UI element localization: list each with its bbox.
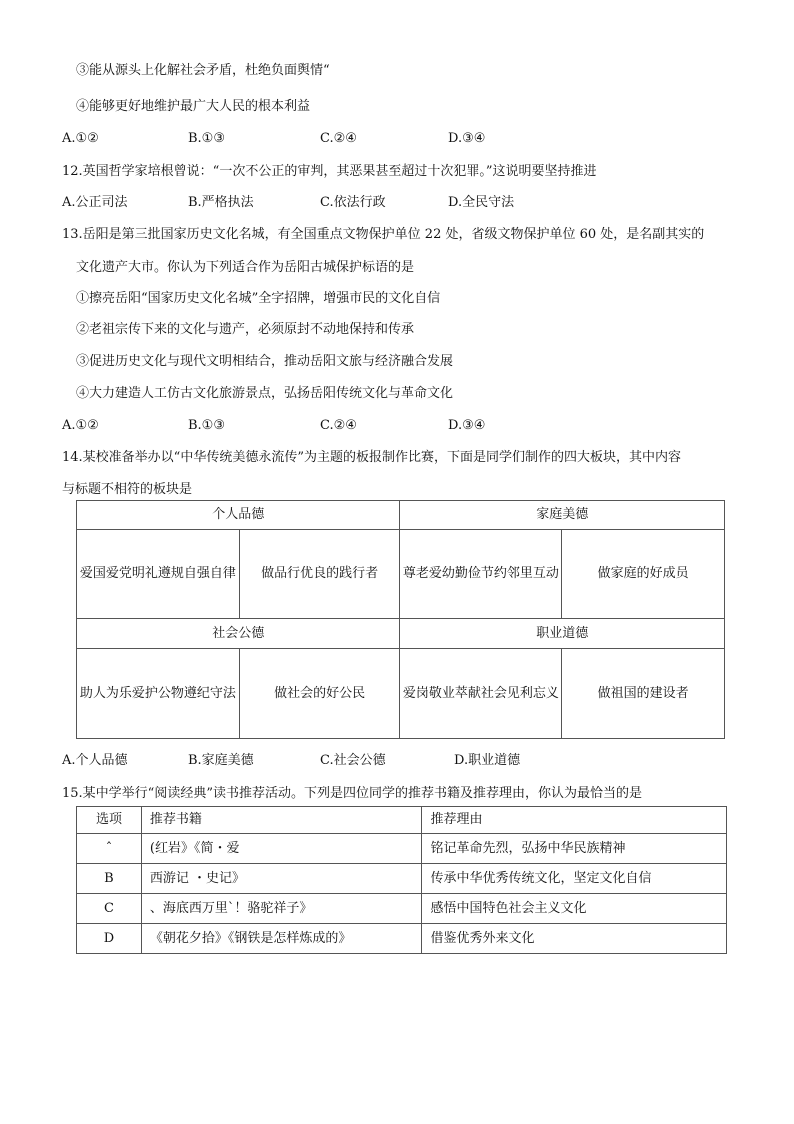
table-cell: (红岩》《简・爱 [141, 834, 422, 864]
table-cell: 《朝花夕拾》《钢铁是怎样炼成的》 [141, 924, 422, 954]
table-cell: B [77, 864, 142, 894]
q11-option-b[interactable]: B.①③ [188, 131, 225, 146]
q12-option-b[interactable]: B.严格执法 [188, 195, 254, 210]
q13-statement-2: ②老祖宗传下来的文化与遗产，必须原封不动地保持和传承 [76, 322, 415, 337]
q13-option-c[interactable]: C.②④ [320, 418, 357, 433]
q13-option-a[interactable]: A.①② [62, 418, 99, 433]
q13-statement-4: ④大力建造人工仿古文化旅游景点，弘扬岳阳传统文化与革命文化 [76, 386, 454, 401]
q12-option-d[interactable]: D.全民守法 [448, 195, 515, 210]
board-cell: 爱岗敬业萃献社会见利忘义 [400, 649, 562, 739]
q13-stem-line-1: 13.岳阳是第三批国家历史文化名城，有全国重点文物保护单位 22 处，省级文物保护单位 60 处，是名副其实的 [62, 227, 705, 242]
q12-option-c[interactable]: C.依法行政 [320, 195, 386, 210]
board-header-family: 家庭美德 [400, 501, 725, 530]
q15-book-table [76, 806, 727, 954]
table-cell: 感悟中国特色社会主义文化 [422, 894, 727, 924]
table-header: 推荐理由 [422, 807, 727, 834]
q11-statement-3: ③能从源头上化解社会矛盾，杜绝负面舆情“ [76, 63, 330, 78]
table-row [77, 834, 727, 864]
q14-option-a[interactable]: A.个人品德 [62, 753, 128, 768]
table-header: 选项 [77, 807, 142, 834]
table-cell: C [77, 894, 142, 924]
table-cell: 传承中华优秀传统文化，坚定文化自信 [422, 864, 727, 894]
q14-option-d[interactable]: D.职业道德 [454, 753, 521, 768]
table-row [77, 894, 727, 924]
board-header-professional: 职业道德 [400, 619, 725, 649]
board-header-social: 社会公德 [77, 619, 400, 649]
q13-option-d[interactable]: D.③④ [448, 418, 486, 433]
board-cell: 助人为乐爱护公物遵纪守法 [77, 649, 240, 739]
q14-option-c[interactable]: C.社会公德 [320, 753, 386, 768]
q14-options [62, 752, 702, 770]
q13-statement-1: ①擦亮岳阳“国家历史文化名城”全字招牌，增强市民的文化自信 [76, 291, 441, 306]
q11-options [62, 130, 702, 148]
q11-statement-4: ④能够更好地维护最广大人民的根本利益 [76, 99, 311, 114]
table-row [77, 864, 727, 894]
table-cell: 铭记革命先烈，弘扬中华民族精神 [422, 834, 727, 864]
board-cell: 做社会的好公民 [239, 649, 400, 739]
q12-stem: 12.英国哲学家培根曾说：“一次不公正的审判，其恶果甚至超过十次犯罪。”这说明要坚持推进 [62, 164, 597, 179]
q14-stem-line-2: 与标题不相符的板块是 [62, 482, 193, 497]
table-row [77, 924, 727, 954]
q11-option-d[interactable]: D.③④ [448, 131, 486, 146]
q11-option-a[interactable]: A.①② [62, 131, 99, 146]
table-cell: ˆ [77, 834, 142, 864]
q13-statement-3: ③促进历史文化与现代文明相结合，推动岳阳文旅与经济融合发展 [76, 354, 454, 369]
q11-option-c[interactable]: C.②④ [320, 131, 357, 146]
q14-stem-line-1: 14.某校准备举办以“中华传统美德永流传”为主题的板报制作比赛，下面是同学们制作的四大板块，其中内容 [62, 450, 681, 465]
table-cell: 、海底西万里`！骆驼祥子》 [141, 894, 422, 924]
q13-stem-line-2: 文化遗产大市。你认为下列适合作为岳阳古城保护标语的是 [76, 260, 415, 275]
table-header: 推荐书籍 [141, 807, 422, 834]
board-cell: 做祖国的建设者 [562, 649, 725, 739]
q13-options [62, 417, 702, 435]
board-header-personal: 个人品德 [77, 501, 400, 530]
table-cell: 借鉴优秀外来文化 [422, 924, 727, 954]
table-cell: D [77, 924, 142, 954]
board-cell: 做家庭的好成员 [562, 530, 725, 619]
q14-option-b[interactable]: B.家庭美德 [188, 753, 254, 768]
q15-stem: 15.某中学举行“阅读经典”读书推荐活动。下列是四位同学的推荐书籍及推荐理由，你认为最恰当的是 [62, 786, 642, 801]
q12-options [62, 194, 702, 212]
q12-option-a[interactable]: A.公正司法 [62, 195, 128, 210]
q14-board-table [76, 500, 725, 739]
board-cell: 尊老爱幼勤俭节约邻里互动 [400, 530, 562, 619]
table-cell: 西游记 ・史记》 [141, 864, 422, 894]
board-cell: 爱国爱党明礼遵规自强自律 [77, 530, 240, 619]
q13-option-b[interactable]: B.①③ [188, 418, 225, 433]
board-cell: 做品行优良的践行者 [239, 530, 400, 619]
